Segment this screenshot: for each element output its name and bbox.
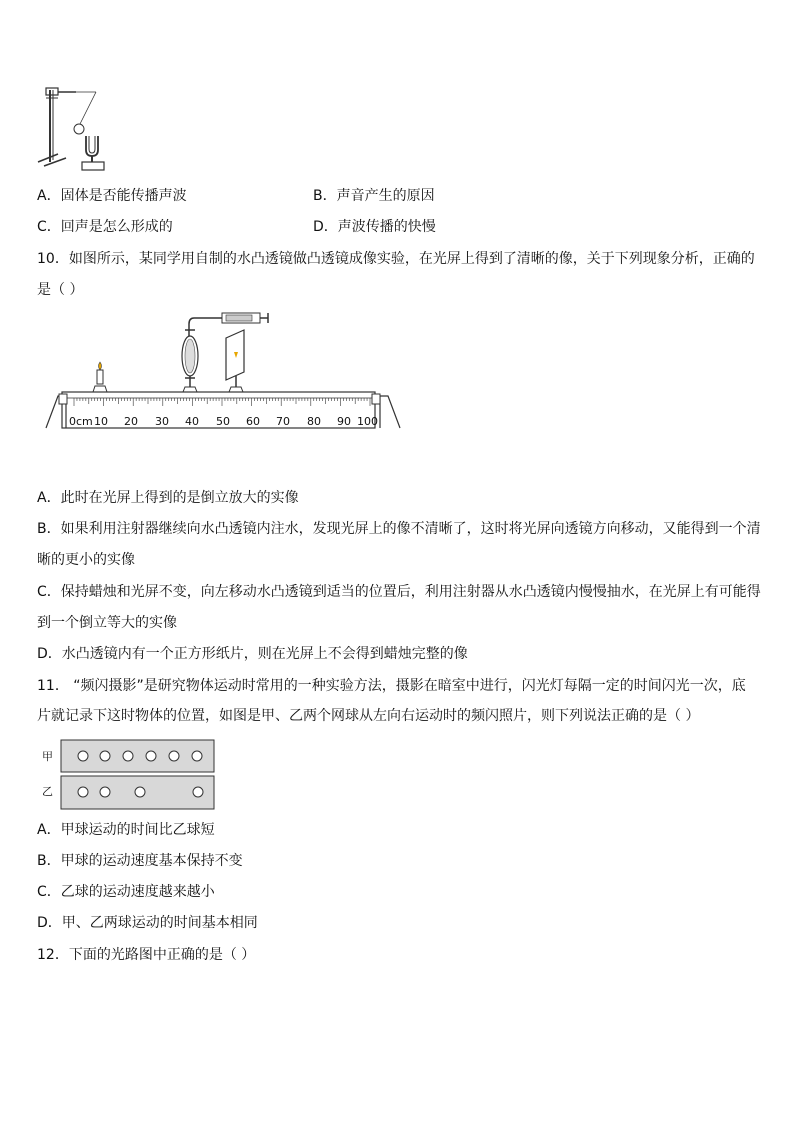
- optical-bench-figure: [44, 308, 406, 433]
- q11-option-c: C．乙球的运动速度越来越小: [37, 884, 215, 900]
- ruler-label-40: 40: [185, 415, 199, 428]
- ruler-label-30: 30: [155, 415, 169, 428]
- ruler-label-20: 20: [124, 415, 138, 428]
- ruler-label-50: 50: [216, 415, 230, 428]
- q11-stem-line1: 11． “频闪摄影”是研究物体运动时常用的一种实验方法，摄影在暗室中进行，闪光灯每隔一定的时间闪光一次，底: [37, 678, 746, 694]
- q9-option-d: D．声波传播的快慢: [313, 219, 436, 235]
- ball-jia: [123, 751, 133, 761]
- q10-stem-line2: 是（ ）: [37, 282, 84, 298]
- q10-option-c-line1: C．保持蜡烛和光屏不变，向左移动水凸透镜到适当的位置后，利用注射器从水凸透镜内慢慢抽水，在光屏上有可能得: [37, 584, 761, 600]
- candle-icon: [93, 362, 107, 392]
- q9-option-c: C．回声是怎么形成的: [37, 219, 173, 235]
- ball-yi: [135, 787, 145, 797]
- ruler-label-90: 90: [337, 415, 351, 428]
- ball-yi: [78, 787, 88, 797]
- ball-yi: [193, 787, 203, 797]
- q11-option-b: B．甲球的运动速度基本保持不变: [37, 853, 243, 869]
- q10-stem-line1: 10．如图所示，某同学用自制的水凸透镜做凸透镜成像实验，在光屏上得到了清晰的像，关于下列现象分析，正确的: [37, 251, 755, 267]
- q11-option-d: D．甲、乙两球运动的时间基本相同: [37, 915, 258, 931]
- ruler-label-0: 0cm: [69, 415, 93, 428]
- strobe-photo-figure: [40, 738, 220, 812]
- label-jia: 甲: [42, 750, 53, 763]
- ball-jia: [192, 751, 202, 761]
- ball-yi: [100, 787, 110, 797]
- ball-jia: [78, 751, 88, 761]
- q10-option-c-line2: 到一个倒立等大的实像: [37, 615, 177, 631]
- ruler-label-70: 70: [276, 415, 290, 428]
- ball-jia: [169, 751, 179, 761]
- label-yi: 乙: [42, 785, 53, 798]
- light-screen-icon: [226, 330, 244, 392]
- ball-jia: [100, 751, 110, 761]
- ruler-label-10: 10: [94, 415, 108, 428]
- ruler-label-100: 100: [357, 415, 378, 428]
- water-lens-icon: [182, 330, 198, 392]
- q10-option-a: A．此时在光屏上得到的是倒立放大的实像: [37, 490, 299, 506]
- q10-option-d: D．水凸透镜内有一个正方形纸片，则在光屏上不会得到蜡烛完整的像: [37, 646, 468, 662]
- tuning-fork-figure: [36, 84, 116, 172]
- q9-option-b: B．声音产生的原因: [313, 188, 435, 204]
- q9-option-a: A．固体是否能传播声波: [37, 188, 187, 204]
- q10-option-b-line1: B．如果利用注射器继续向水凸透镜内注水，发现光屏上的像不清晰了，这时将光屏向透镜方向移动，又能得到一个清: [37, 521, 761, 537]
- q12-stem: 12．下面的光路图中正确的是（ ）: [37, 947, 256, 963]
- ruler-label-80: 80: [307, 415, 321, 428]
- q11-option-a: A．甲球运动的时间比乙球短: [37, 822, 215, 838]
- ruler-label-60: 60: [246, 415, 260, 428]
- ball-jia: [146, 751, 156, 761]
- syringe-icon: [189, 313, 268, 336]
- q10-option-b-line2: 晰的更小的实像: [37, 552, 135, 568]
- q11-stem-line2: 片就记录下这时物体的位置，如图是甲、乙两个网球从左向右运动时的频闪照片，则下列说法正确的是（ ）: [37, 708, 700, 724]
